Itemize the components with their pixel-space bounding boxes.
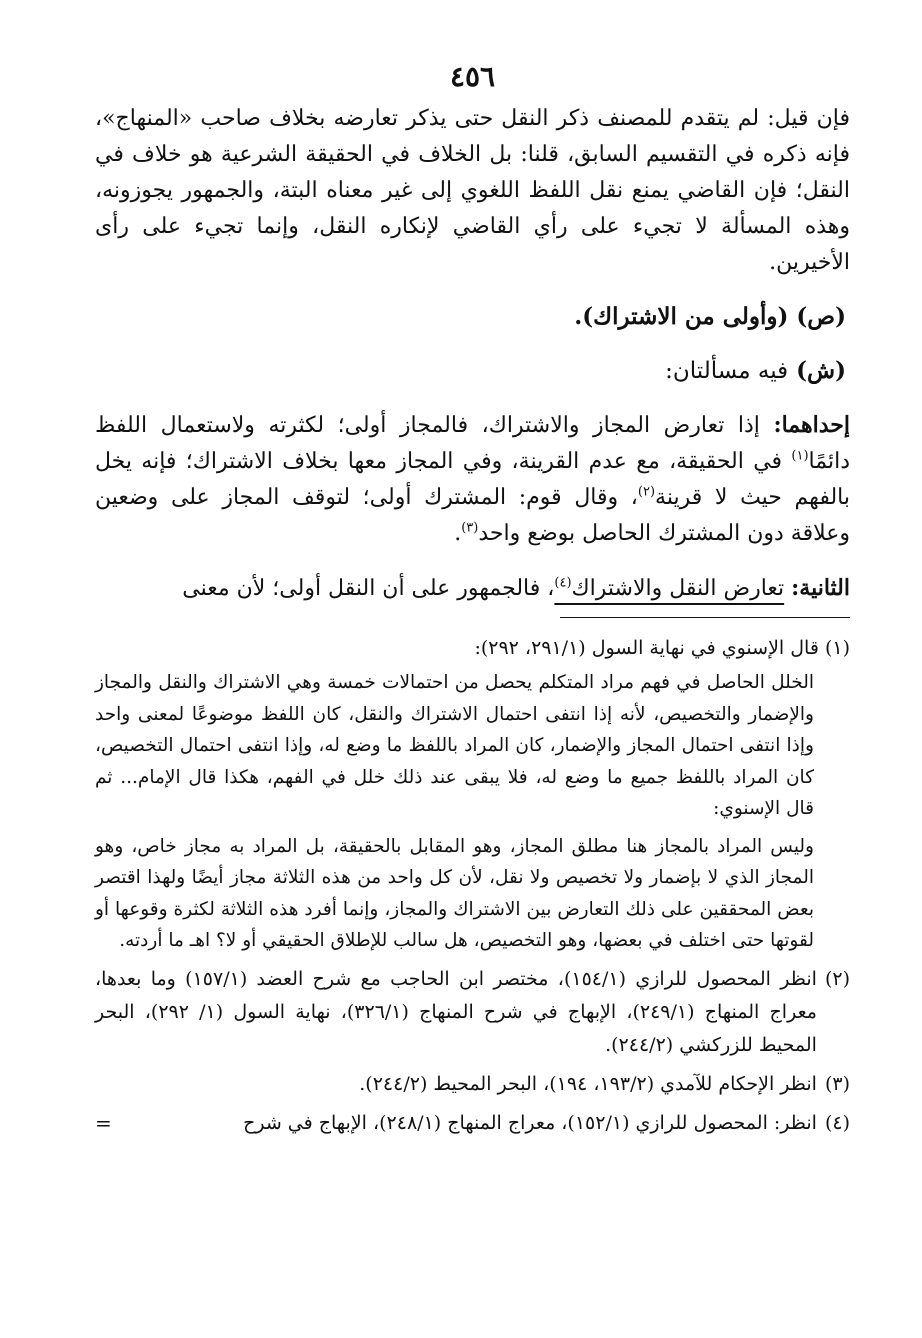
issue-1-lead: إحداهما: bbox=[773, 412, 850, 438]
issue-2-part-2: ، فالجمهور على أن النقل أولى؛ لأن معنى bbox=[182, 576, 555, 601]
footnote-1-quote-2: وليس المراد بالمجاز هنا مطلق المجاز، وهو المقابل بالحقيقة، بل المراد به مجاز خاص، وهو المجاز الذي لا بإضمار ولا تخصيص ولا نقل، لأن كل واحد من هذه الثلاثة مجاز أيضًا ولهذا اقتصر بعض المحققين على ذلك التعارض بين الاشتراك والمجاز، وإنما أفرد هذه الثلاثة لكثرة وقوعها أو لقوتها حتى اختلف في بعضها، وهو التخصيص، هل سالب للإطلاق الحقيقي أو لا؟ اهـ ما أردته. bbox=[95, 835, 814, 951]
body-paragraph-1: فإن قيل: لم يتقدم للمصنف ذكر النقل حتى يذكر تعارضه بخلاف صاحب «المنهاج»، فإنه ذكره في التقسيم السابق، قلنا: بل الخلاف في الحقيقة الشرعية هو خلاف في النقل؛ فإن القاضي يمنع نقل اللفظ اللغوي إلى غير معناه البتة، والجمهور يجوزونه، وهذه المسألة لا تجيء على رأي القاضي لإنكاره النقل، وإنما تجيء على رأى الأخيرين. bbox=[95, 106, 850, 275]
footnote-2-text: انظر المحصول للرازي (١٥٤/١)، مختصر ابن الحاجب مع شرح العضد (١٥٧/١) وما بعدها، معراج المنهاج (٢٤٩/١)، الإبهاج في شرح المنهاج (٣٢٦/١)، نهاية السول (١/ ٢٩٢)، البحر المحيط للزركشي (٢٤٤/٢). bbox=[95, 967, 817, 1056]
heading-text-marker bbox=[95, 299, 846, 335]
heading-s-tag: (ص) bbox=[796, 303, 846, 330]
issue-2-part-1-text: تعارض النقل والاشتراك bbox=[571, 576, 785, 601]
issue-1-part-4: . bbox=[454, 521, 462, 546]
footnote-3-text: انظر الإحكام للآمدي (١٩٣/٢، ١٩٤)، البحر المحيط (٢٤٤/٢). bbox=[359, 1072, 817, 1095]
issue-1-paragraph bbox=[95, 407, 850, 552]
footnote-3-number: (٣) bbox=[824, 1072, 850, 1095]
footnote-ref-1[interactable]: (١) bbox=[791, 448, 809, 464]
heading-sh-tag: (ش) bbox=[796, 357, 846, 384]
footnote-ref-4[interactable]: (٤) bbox=[554, 575, 572, 591]
footnote-2 bbox=[95, 963, 850, 1062]
issue-1-part-1: إذا تعارض المجاز والاشتراك، فالمجاز أولى؛ لكثرته ولاستعمال اللفظ دائمًا bbox=[95, 413, 850, 474]
issue-2-lead: الثانية: bbox=[791, 575, 850, 601]
heading-sh-text: فيه مسألتان: bbox=[665, 358, 789, 384]
continuation-mark: = bbox=[95, 1110, 112, 1135]
footnote-4 bbox=[95, 1107, 850, 1140]
footnote-1-quote-1: الخلل الحاصل في فهم مراد المتكلم يحصل من احتمالات خمسة وهي الاشتراك والنقل والمجاز والإضمار والتخصيص، لأنه إذا انتفى احتمال الاشتراك والنقل، كان اللفظ موضوعًا لمعنى واحد وإذا انتفى احتمال المجاز والإضمار، كان المراد باللفظ ما وضع له، وإذا انتفى احتمال التخصيص، كان المراد باللفظ جميع ما وضع له، فلا يبقى عند ذلك خلل في الفهم، هكذا قال الإمام... ثم قال الإسنوي: bbox=[95, 672, 814, 819]
footnote-divider bbox=[560, 617, 850, 618]
footnote-ref-3[interactable]: (٣) bbox=[461, 520, 479, 536]
book-page bbox=[95, 60, 850, 1146]
footnote-4-text: انظر: المحصول للرازي (١٥٢/١)، معراج المنهاج (٢٤٨/١)، الإبهاج في شرح bbox=[243, 1111, 817, 1134]
footnote-ref-2[interactable]: (٢) bbox=[637, 484, 656, 500]
issue-1-part-2: في الحقيقة، مع عدم القرينة، وفي المجاز معها بخلاف الاشتراك؛ فإنه يخل بالفهم حيث لا قرينة bbox=[95, 449, 850, 510]
issue-1-part-3: ، وقال قوم: المشترك أولى؛ لتوقف المجاز على وضعين وعلاقة دون المشترك الحاصل بوضع واحد bbox=[95, 485, 850, 546]
page-number: ٤٥٦ bbox=[449, 60, 496, 93]
footnote-4-number: (٤) bbox=[824, 1111, 850, 1134]
issue-2-part-1 bbox=[554, 576, 784, 601]
footnote-2-number: (٢) bbox=[824, 967, 850, 990]
footnote-1-head: (١) قال الإسنوي في نهاية السول (٢٩١/١، ٢٩٢): bbox=[474, 637, 850, 659]
footnote-3 bbox=[95, 1068, 850, 1101]
heading-s-text: (وأولى من الاشتراك). bbox=[574, 303, 789, 330]
heading-commentary-marker bbox=[95, 353, 846, 389]
issue-2-paragraph bbox=[95, 570, 850, 607]
